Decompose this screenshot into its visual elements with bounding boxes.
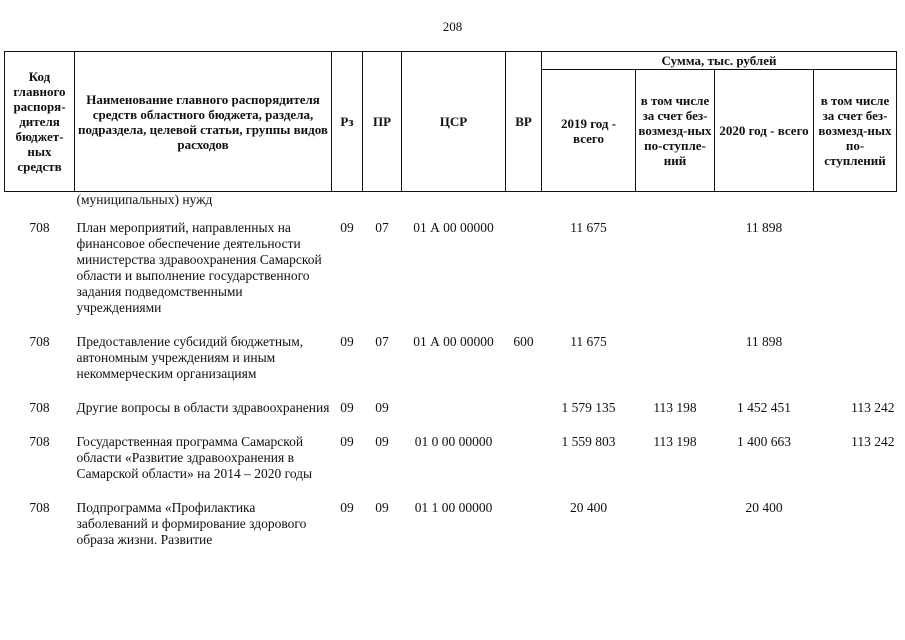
table-header — [5, 52, 897, 192]
header-sum: Сумма, тыс. рублей — [542, 52, 897, 70]
table-row — [5, 482, 897, 548]
cell-2019-total: 1 559 803 — [561, 434, 616, 449]
cell-pr: 07 — [375, 220, 389, 235]
cell-vr — [506, 482, 542, 548]
cell-2019-total: 1 579 135 — [561, 400, 616, 415]
header-rz: Рз — [332, 52, 363, 192]
cell-2020-total: 20 400 — [745, 500, 783, 515]
table-row — [5, 416, 897, 482]
cell-2019-total: 20 400 — [569, 500, 608, 515]
cell-2020-total: 11 898 — [745, 220, 783, 235]
header-csr: ЦСР — [402, 52, 506, 192]
budget-table — [4, 51, 897, 548]
cell-code: 708 — [29, 334, 50, 349]
cell-2019-free — [636, 316, 715, 382]
cell-name: План мероприятий, направленных на финансовое обеспечение деятельности министерства здравоохранения Самарской области и выполнение государственного задания подведомственными учреждениями — [76, 220, 322, 315]
cell-name: Предоставление субсидий бюджетным, автономным учреждениям и иным некоммерческим организациям — [76, 334, 304, 381]
cell-csr: 01 0 00 00000 — [414, 434, 493, 449]
cell-csr: 01 1 00 00000 — [414, 500, 493, 515]
cell-2019-total: 11 675 — [570, 334, 607, 349]
cell-name: Подпрограмма «Профилактика заболеваний и формирование здорового образа жизни. Развитие — [76, 500, 307, 547]
header-code: Код главного распоря-дителя бюджет-ных средств — [5, 52, 75, 192]
cell-code: 708 — [29, 400, 50, 415]
cell-name: Другие вопросы в области здравоохранения — [76, 400, 330, 415]
header-2019-free: в том числе за счет без-возмезд-ных по-ступле-ний — [636, 70, 715, 192]
cell-2020-total: 11 898 — [745, 334, 783, 349]
cell-vr: 600 — [513, 334, 534, 349]
cell-2020-free — [814, 208, 897, 316]
header-2020-free: в том числе за счет без-возмезд-ных по-ступлений — [814, 70, 897, 192]
header-pr: ПР — [363, 52, 402, 192]
cell-2020-free — [814, 316, 897, 382]
page-number: 208 — [442, 19, 463, 34]
cell-vr — [506, 416, 542, 482]
cell-name: Государственная программа Самарской области «Развитие здравоохранения в Самарской области» на 2014 – 2020 годы — [76, 434, 313, 481]
cell-csr — [402, 382, 506, 416]
cell-code: 708 — [29, 500, 50, 515]
table-row — [5, 208, 897, 316]
cell-rz: 09 — [340, 220, 354, 235]
cell-vr — [506, 208, 542, 316]
cell-2020-free — [814, 482, 897, 548]
cell-2019-free: 113 198 — [653, 400, 697, 415]
cell-csr: 01 А 00 00000 — [413, 220, 494, 235]
cell-2020-total: 1 452 451 — [737, 400, 791, 415]
cell-2020-free: 113 242 — [851, 400, 895, 415]
header-2019-total: 2019 год - всего — [542, 70, 636, 192]
header-name: Наименование главного распорядителя средств областного бюджета, раздела, подраздела, целевой статьи, группы видов расходов — [75, 52, 332, 192]
budget-table-container — [4, 51, 896, 548]
cell-pr: 09 — [375, 434, 389, 449]
table-row — [5, 382, 897, 416]
cell-pr: 09 — [375, 500, 389, 515]
cell-rz: 09 — [340, 500, 354, 515]
cell-2020-total: 1 400 663 — [737, 434, 791, 449]
cell-2020-free: 113 242 — [851, 434, 895, 449]
cell-vr — [506, 382, 542, 416]
cell-2019-free — [636, 208, 715, 316]
cell-pr: 07 — [375, 334, 389, 349]
cell-2019-free — [636, 482, 715, 548]
header-vr: ВР — [506, 52, 542, 192]
cell-csr: 01 А 00 00000 — [413, 334, 494, 349]
cell-rz: 09 — [340, 400, 354, 415]
cell-code: 708 — [29, 220, 50, 235]
cell-pr: 09 — [375, 400, 389, 415]
table-body — [5, 192, 897, 549]
cell-rz: 09 — [340, 434, 354, 449]
cell-2019-free: 113 198 — [653, 434, 697, 449]
table-row — [5, 316, 897, 382]
table-row-continuation — [5, 192, 897, 209]
cell-code: 708 — [29, 434, 50, 449]
cell-rz: 09 — [340, 334, 354, 349]
continuation-text: (муниципальных) нужд — [76, 192, 213, 207]
header-2020-total: 2020 год - всего — [715, 70, 814, 192]
cell-2019-total: 11 675 — [570, 220, 607, 235]
